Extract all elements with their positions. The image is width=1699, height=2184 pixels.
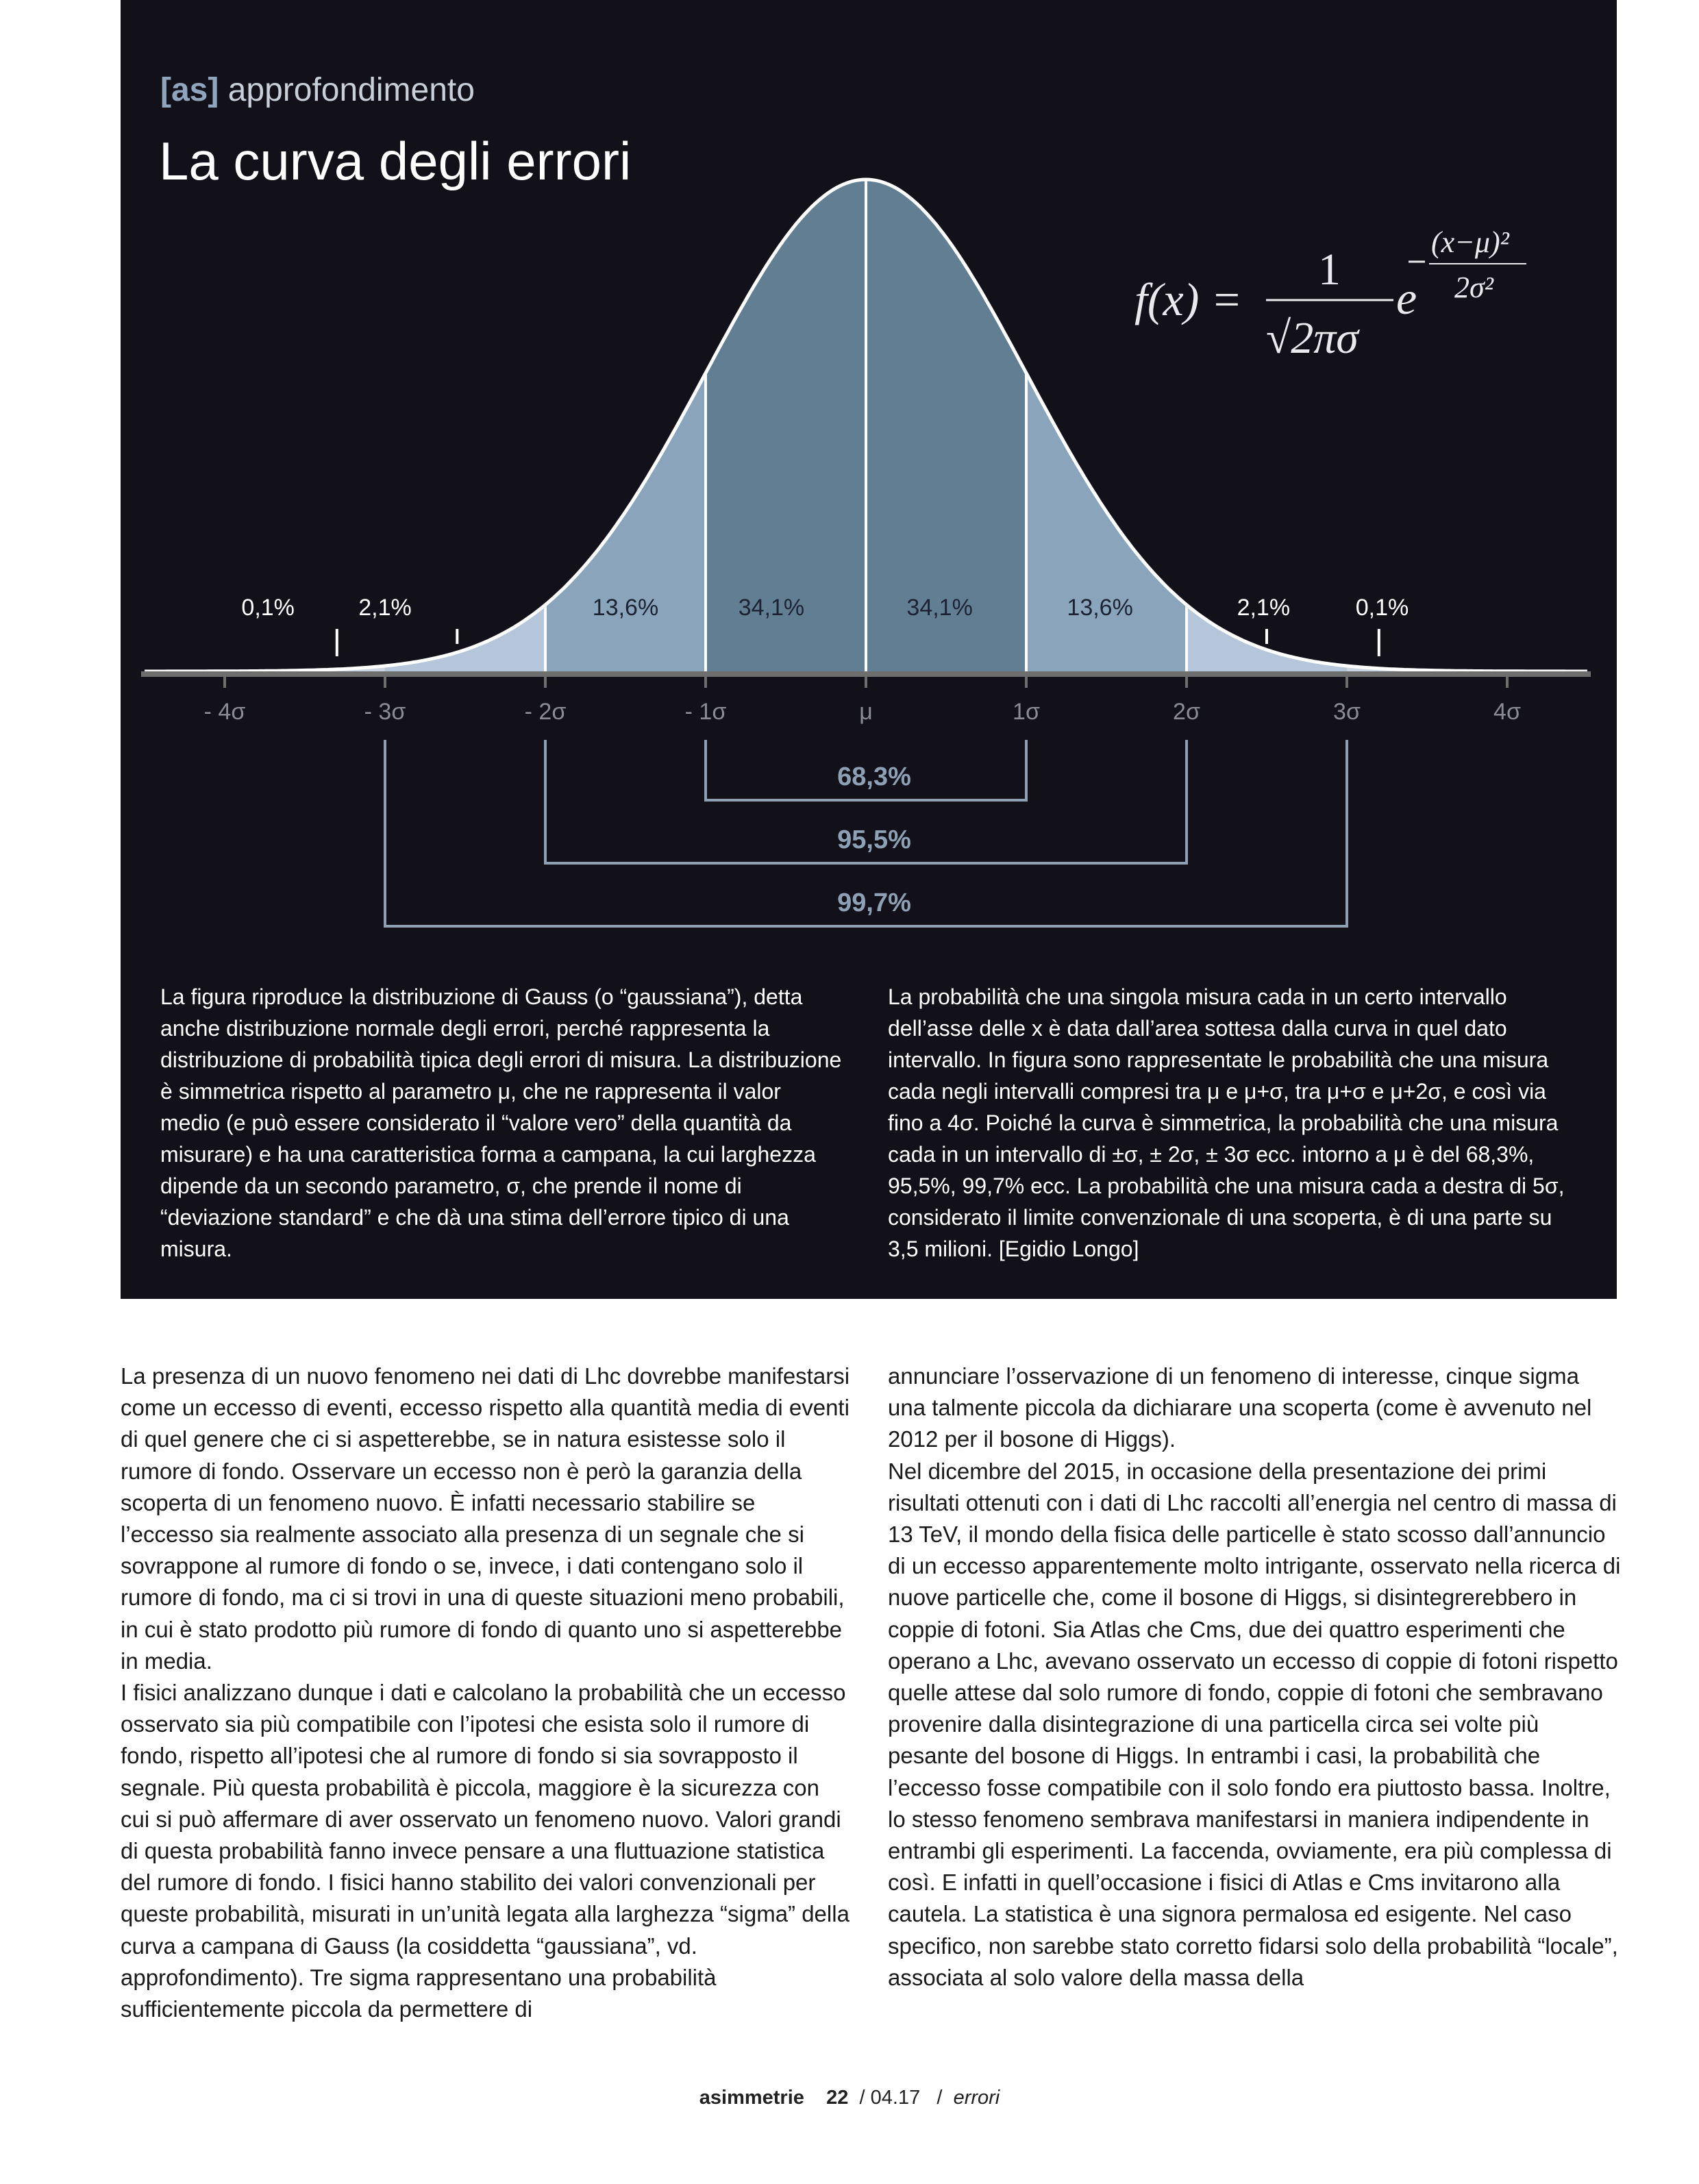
x-tick-label: - 3σ	[364, 699, 406, 725]
article-column-right	[888, 1361, 1621, 1994]
formula	[1134, 225, 1526, 363]
box-title: La curva degli errori	[159, 131, 632, 191]
x-tick-label: - 2σ	[524, 699, 567, 725]
caption-right: La probabilità che una singola misura cada in un certo intervallo dell’asse delle x è data dall’area sottesa dalla curva in quel dato intervallo. In figura sono rappresentate le probabilità che una misura cada negli intervalli compresi tra μ e μ+σ, tra μ+σ e μ+2σ, e così via fino a 4σ. Poiché la curva è simmetrica, la probabilità che una misura cada in un intervallo di ±σ, ± 2σ, ± 3σ ecc. intorno a μ è del 68,3%, 95,5%, 99,7% ecc. La probabilità che una misura cada a destra di 5σ, considerato il limite convenzionale di una scoperta, è di una parte su 3,5 milioni. [Egidio Longo]	[888, 984, 1565, 1261]
interval-label: 95,5%	[837, 826, 911, 854]
x-tick-label: 4σ	[1493, 699, 1521, 725]
band-label: 13,6%	[1067, 595, 1133, 621]
formula-exp-numerator: (x−μ)²	[1431, 225, 1509, 259]
issue-label: / 04.17	[859, 2087, 921, 2109]
paragraph: I fisici analizzano dunque i dati e calcolano la probabilità che un eccesso osservato sia più compatibile con l’ipotesi che esista solo il rumore di fondo, rispetto all’ipotesi che al rumore di fondo si sia sovrapposto il segnale. Più questa probabilità è piccola, maggiore è la sicurezza con cui si può affermare di aver osservato un fenomeno nuovo. Valori grandi di questa probabilità fanno invece pensare a una fluttuazione statistica del rumore di fondo. I fisici hanno stabilito dei valori convenzionali per queste probabilità, misurati in un’unità legata alla larghezza “sigma” della curva a campana di Gauss (la cosiddetta “gaussiana”, vd. approfondimento). Tre sigma rappresentano una probabilità sufficientemente piccola da permettere di	[121, 1680, 850, 2022]
box-kicker-label: approfondimento	[227, 72, 475, 108]
chart-bands	[225, 179, 1507, 671]
section-name: errori	[953, 2087, 1000, 2109]
page-number: 22	[826, 2087, 849, 2109]
formula-denominator: √2πσ	[1266, 313, 1359, 363]
magazine-name: asimmetrie	[699, 2087, 804, 2109]
band-label: 0,1%	[1355, 595, 1409, 621]
formula-lhs: f(x) =	[1134, 273, 1243, 325]
x-tick-label: 1σ	[1013, 699, 1040, 725]
gaussian-chart	[121, 0, 1617, 973]
formula-exp-denominator: 2σ²	[1454, 271, 1493, 304]
x-tick-label: 3σ	[1333, 699, 1361, 725]
interval-label: 99,7%	[837, 889, 911, 917]
band-label: 34,1%	[738, 595, 805, 621]
paragraph: Nel dicembre del 2015, in occasione della presentazione dei primi risultati ottenuti con i dati di Lhc raccolti all’energia nel centro di massa di 13 TeV, il mondo della fisica delle particelle è stato scosso dall’annuncio di un eccesso apparentemente molto intrigante, osservato nella ricerca di nuove particelle che, come il bosone di Higgs, si disintegrerebbero in coppie di fotoni. Sia Atlas che Cms, due dei quattro esperimenti che operano a Lhc, avevano osservato un eccesso di coppie di fotoni rispetto quelle attese dal solo rumore di fondo, coppie di fotoni che sembravano provenire dalla disintegrazione di una particella circa sei volte più pesante del bosone di Higgs. In entrambi i casi, la probabilità che l’eccesso fosse compatibile con il solo fondo era piuttosto bassa. Inoltre, lo stesso fenomeno sembrava manifestarsi in maniera indipendente in entrambi gli esperimenti. La faccenda, ovviamente, era più complessa di così. E infatti in quell’occasione i fisici di Atlas e Cms invitarono alla cautela. La statistica è una signora permalosa ed esigente. Nel caso specifico, non sarebbe stato corretto fidarsi solo della probabilità “locale”, associata al solo valore della massa della	[888, 1458, 1621, 1990]
paragraph: La presenza di un nuovo fenomeno nei dati di Lhc dovrebbe manifestarsi come un eccesso di eventi, eccesso rispetto alla quantità media di eventi di quel genere che ci si aspetterebbe, se in natura esistesse solo il rumore di fondo. Osservare un eccesso non è però la garanzia della scoperta di un fenomeno nuovo. È infatti necessario stabilire se l’eccesso sia realmente associato alla presenza di un segnale che si sovrappone al rumore di fondo o se, invece, i dati contengano solo il rumore di fondo, ma ci si trovi in una di queste situazioni meno probabili, in cui è stato prodotto più rumore di fondo di quanto uno si aspetterebbe in media.	[121, 1363, 850, 1674]
band-label: 0,1%	[241, 595, 295, 621]
insight-box	[121, 0, 1617, 1299]
x-tick-label: μ	[859, 699, 873, 725]
interval-label: 68,3%	[837, 762, 911, 791]
x-tick-label: - 1σ	[684, 699, 727, 725]
formula-numerator: 1	[1318, 245, 1341, 295]
box-tag: [as]	[160, 72, 219, 108]
x-axis-ticks	[204, 677, 1521, 725]
paragraph: annunciare l’osservazione di un fenomeno di interesse, cinque sigma una talmente piccola da dichiarare una scoperta (come è avvenuto nel 2012 per il bosone di Higgs).	[888, 1363, 1592, 1452]
band-label: 2,1%	[1237, 595, 1291, 621]
caption-left: La figura riproduce la distribuzione di Gauss (o “gaussiana”), detta anche distribuzione normale degli errori, perché rappresenta la distribuzione di probabilità tipica degli errori di misura. La distribuzione è simmetrica rispetto al parametro μ, che ne rappresenta il valor medio (e può essere considerato il “valore vero” della quantità da misurare) e ha una caratteristica forma a campana, la cui larghezza dipende da un secondo parametro, σ, che prende il nome di “deviazione standard” e che dà una stima dell’errore tipico di una misura.	[160, 984, 842, 1261]
band-label: 13,6%	[592, 595, 659, 621]
section-separator: /	[937, 2087, 943, 2109]
x-tick-label: 2σ	[1173, 699, 1200, 725]
band-label: 34,1%	[906, 595, 973, 621]
formula-base: e	[1396, 272, 1417, 324]
article-column-left	[121, 1361, 854, 2025]
x-tick-label: - 4σ	[203, 699, 246, 725]
band-label: 2,1%	[358, 595, 412, 621]
interval-brackets	[385, 740, 1347, 926]
page-footer	[0, 2087, 1699, 2109]
